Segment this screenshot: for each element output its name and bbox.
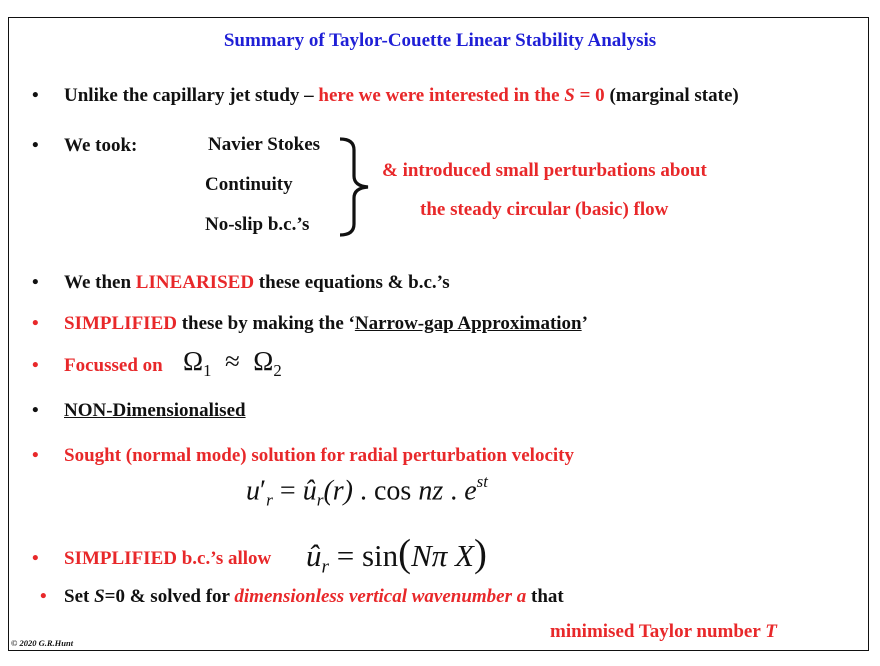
b2-label: We took: [64,135,138,156]
copyright-notice: © 2020 G.R.Hunt [11,638,74,648]
b4-red: SIMPLIFIED [64,313,177,334]
bullet-4-text [64,313,588,335]
bullet-7-marker: • [32,445,39,466]
eq2-rparen: ) [473,532,487,575]
b3-red: LINEARISED [135,272,255,293]
omega-2-sub: 2 [273,360,282,380]
b1-red2: = 0 [574,85,605,106]
b1-s-var: S [564,85,575,106]
bullet-9-text [64,586,564,608]
bullet-1-marker: • [32,85,39,106]
b1-red: here we were interested in the [318,85,565,106]
sine-bc-equation [306,531,487,579]
b9-line-2 [550,621,777,643]
approx-sign: ≈ [224,346,240,376]
eq2-uhat: û [306,538,322,573]
slide-title: Summary of Taylor-Couette Linear Stability Analysis [223,30,657,51]
omega-approx-equation [183,346,282,381]
bullet-3-marker: • [32,272,39,293]
bullet-5-marker: • [32,355,39,376]
bullet-6-text: NON-Dimensionalised [64,400,246,421]
eq1-e: e [464,475,477,507]
b9-red-italic: dimensionless vertical wavenumber a [234,586,527,607]
b2-item-continuity: Continuity [205,174,293,195]
b5-label: Focussed on [64,355,163,376]
eq1-arg: (r) [323,475,353,507]
bullet-1-text [64,85,739,107]
bullet-3-text [64,272,450,294]
eq1-nz: nz [418,475,444,507]
bullet-7-text: Sought (normal mode) solution for radial perturbation velocity [64,445,575,466]
eq2-sin: = sin [328,538,399,573]
eq1-dot: . [443,475,465,507]
b9-mid: =0 & solved for [104,586,235,607]
omega-1-sub: 1 [203,360,212,380]
omega-1: Ω [183,346,204,376]
eq1-exp: st [476,472,488,491]
bullet-8-marker: • [32,548,39,569]
eq2-sub-r: r [321,556,329,578]
b4-post: ’ [581,313,588,334]
bullet-9-marker: • [40,586,47,607]
b9-line2-var: T [765,621,777,642]
b3-pre: We then [64,272,136,293]
b2-note-line-2: the steady circular (basic) flow [420,199,669,220]
b4-underlined: Narrow-gap Approximation [354,313,582,334]
b9-pre: Set [64,586,95,607]
normal-mode-equation [246,472,488,511]
bullet-2-marker: • [32,135,39,156]
b2-note-line-1: & introduced small perturbations about [382,160,707,181]
b9-s-var: S [94,586,105,607]
bullet-6-marker: • [32,400,39,421]
b8-label: SIMPLIFIED b.c.’s allow [64,548,272,569]
b2-item-navier-stokes: Navier Stokes [208,134,321,155]
eq1-u: u [246,475,260,507]
b1-post: (marginal state) [604,85,739,106]
eq1-uhat: û [302,475,317,507]
eq1-cos: . cos [353,475,419,507]
b9-line2-text: minimised Taylor number [550,621,766,642]
omega-2: Ω [253,346,274,376]
eq1-equals: = [272,475,303,507]
bullet-4-marker: • [32,313,39,334]
eq1-uhat-sub: r [316,490,324,510]
b9-post: that [526,586,564,607]
curly-brace-icon [336,136,378,238]
b3-post: these equations & b.c.’s [254,272,450,293]
b1-pre: Unlike the capillary jet study – [64,85,319,106]
eq2-lparen: ( [398,532,412,575]
eq2-arg: Nπ X [411,538,474,573]
eq1-sub-r: r [266,490,273,510]
b2-item-no-slip: No-slip b.c.’s [205,214,310,235]
eq1-prime: ′ [260,475,267,507]
b4-mid: these by making the ‘ [176,313,355,334]
